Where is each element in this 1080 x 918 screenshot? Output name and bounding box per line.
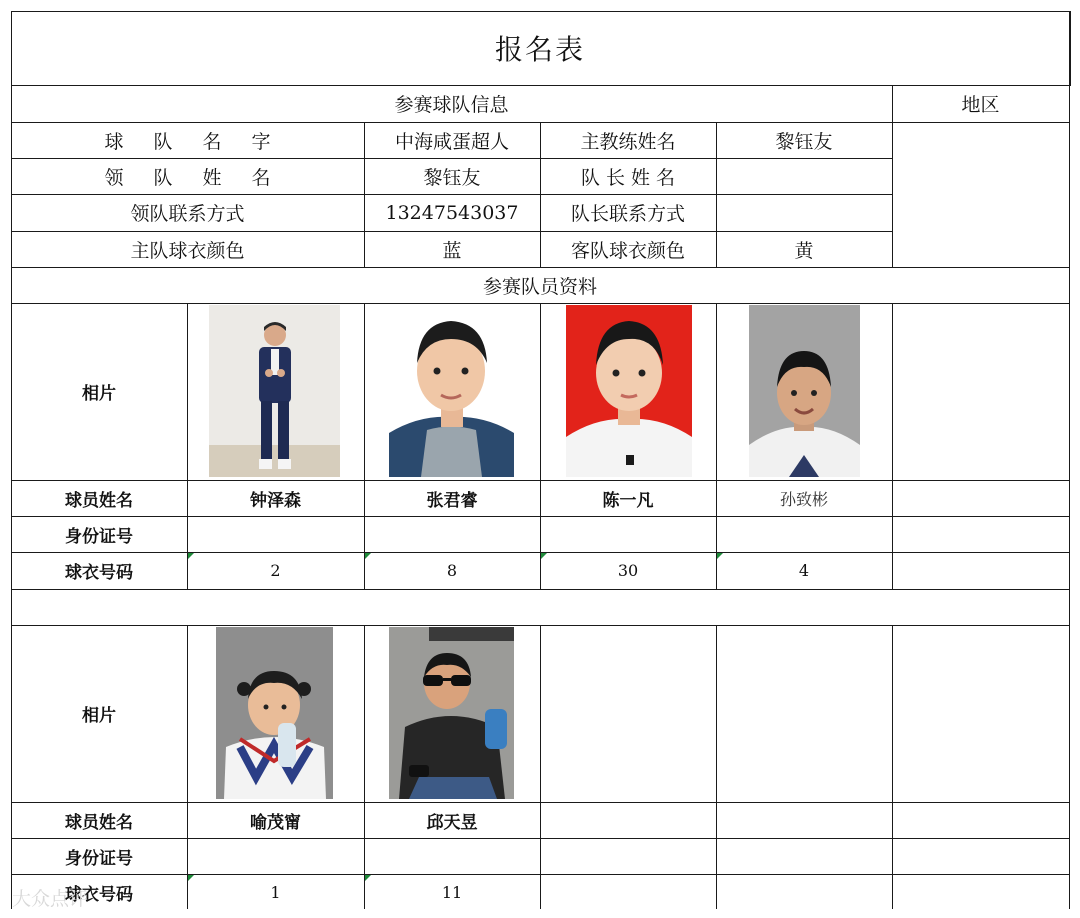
player-name: 钟泽森: [250, 490, 301, 511]
region-label: 地区: [961, 94, 1000, 116]
player-photo: [209, 305, 340, 477]
team-info-header: 参赛球队信息: [394, 94, 509, 116]
player-name: 邱天昱: [426, 812, 478, 833]
jersey-number: 2: [270, 561, 281, 580]
player-photo: [389, 305, 514, 477]
player-name: 张君睿: [426, 490, 478, 511]
photo-label: 相片: [82, 706, 116, 726]
jersey-number: 4: [798, 561, 810, 580]
v-grid-line: [540, 625, 541, 909]
cell-note-marker: [188, 553, 194, 559]
home-jersey-value: 蓝: [442, 239, 462, 262]
jersey-number: 1: [270, 882, 281, 902]
jersey-number-label: 球衣号码: [65, 563, 133, 583]
leader-name-value: 黎钰友: [423, 166, 481, 189]
cell-note-marker: [717, 553, 723, 559]
id-number-label: 身份证号: [65, 848, 133, 869]
player-name-label: 球员姓名: [65, 490, 133, 511]
sheet-title: 报名表: [494, 33, 585, 66]
jersey-number-label: 球衣号码: [65, 884, 133, 905]
jersey-number: 8: [446, 561, 458, 580]
team-name-value: 中海咸蛋超人: [394, 130, 509, 153]
watermark: 大众点评: [12, 888, 89, 910]
v-grid-line: [1070, 11, 1071, 86]
head-coach-value: 黎钰友: [775, 130, 833, 153]
team-name-label: 球 队 名 字: [104, 130, 283, 153]
player-photo: [389, 627, 514, 799]
away-jersey-label: 客队球衣颜色: [570, 239, 685, 262]
player-name: 喻茂甯: [250, 812, 301, 833]
leader-contact-label: 领队联系方式: [130, 203, 245, 225]
id-number-label: 身份证号: [65, 526, 133, 547]
v-grid-line: [892, 303, 893, 590]
v-grid-line: [540, 303, 541, 590]
v-grid-line: [716, 303, 717, 590]
v-grid-line: [1069, 11, 1070, 909]
v-grid-line: [187, 303, 188, 590]
leader-contact-value: 13247543037: [385, 201, 519, 224]
v-grid-line: [364, 625, 365, 909]
captain-contact-label: 队长联系方式: [570, 203, 685, 225]
leader-name-label: 领 队 姓 名: [104, 166, 283, 189]
captain-name-label: 队 长 姓 名: [580, 166, 676, 189]
captain-contact-value: [716, 194, 892, 231]
jersey-number: 11: [441, 882, 463, 902]
players-header: 参赛队员资料: [482, 275, 597, 298]
player-name-label: 球员姓名: [65, 812, 133, 833]
cell-note-marker: [365, 875, 371, 881]
jersey-number: 30: [617, 561, 639, 580]
v-grid-line: [364, 303, 365, 590]
head-coach-label: 主教练姓名: [580, 130, 676, 153]
away-jersey-value: 黄: [794, 239, 814, 262]
player-photo: [749, 305, 860, 477]
player-name: 孙致彬: [779, 489, 828, 509]
player-photo: [216, 627, 333, 799]
player-photo: [566, 305, 692, 477]
cell-note-marker: [188, 875, 194, 881]
cell-note-marker: [365, 553, 371, 559]
v-grid-line: [187, 625, 188, 909]
captain-name-value: [716, 158, 892, 194]
v-grid-line: [892, 625, 893, 909]
home-jersey-label: 主队球衣颜色: [130, 239, 245, 262]
cell-note-marker: [541, 553, 547, 559]
photo-label: 相片: [82, 384, 116, 404]
v-grid-line: [716, 625, 717, 909]
player-name: 陈一凡: [602, 490, 654, 511]
